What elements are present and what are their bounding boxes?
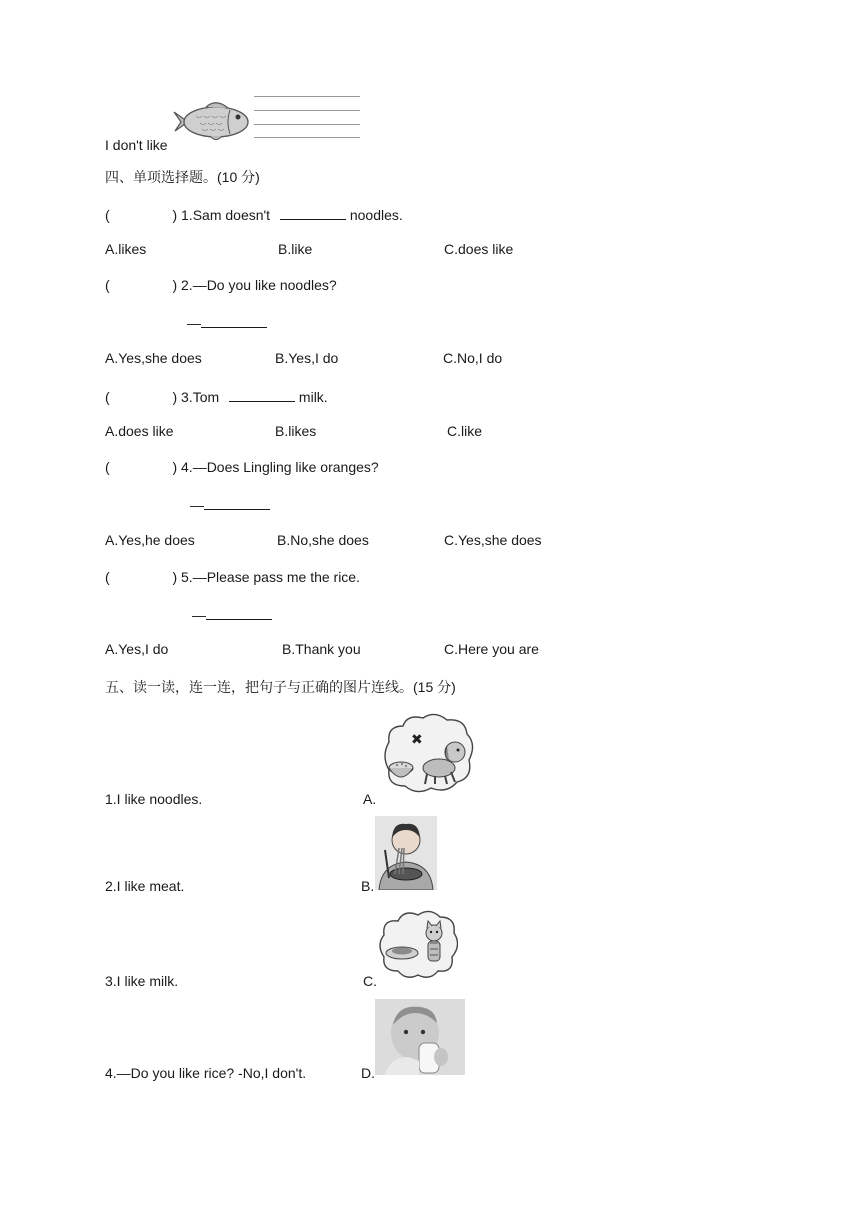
- option-b: B.No,she does: [277, 532, 369, 548]
- option-a: A.likes: [105, 241, 147, 257]
- answer-paren-close: ): [172, 277, 178, 293]
- answer-paren-close: ): [172, 459, 178, 475]
- option-b: B.Yes,I do: [275, 350, 339, 366]
- boy-eating-noodles-icon: [375, 816, 437, 890]
- option-b: B.likes: [275, 423, 317, 439]
- fill-blank[interactable]: [201, 313, 267, 328]
- fill-blank[interactable]: [204, 495, 270, 510]
- option-b: B.like: [278, 241, 313, 257]
- option-a: A.does like: [105, 423, 174, 439]
- dash-prefix: —: [187, 315, 201, 331]
- section4-heading: 四、单项选择题。(10 分): [105, 169, 260, 185]
- picture-c-cat-meat[interactable]: [378, 909, 458, 981]
- answer-line: [190, 495, 270, 513]
- writing-lines[interactable]: [254, 96, 360, 138]
- dash-prefix: —: [192, 607, 206, 623]
- section5-heading: 五、读一读，连一连，把句子与正确的图片连线。(15 分): [105, 679, 456, 695]
- fill-blank[interactable]: [229, 387, 295, 402]
- picture-d-baby-milk[interactable]: [375, 999, 465, 1075]
- fish-picture: [172, 98, 252, 144]
- question-stem-end: noodles.: [349, 207, 403, 223]
- question-stem-end: milk.: [298, 389, 328, 405]
- question-2: [105, 277, 505, 293]
- option-c: C.No,I do: [443, 350, 503, 366]
- answer-paren-open: (: [105, 569, 110, 585]
- fill-blank[interactable]: [206, 605, 272, 620]
- fish-icon: [172, 98, 252, 144]
- match-sentence-3[interactable]: 3.I like milk.: [105, 973, 179, 989]
- picture-b-boy-noodles[interactable]: [375, 816, 437, 890]
- question-stem: 1.Sam doesn't: [181, 207, 271, 223]
- option-b: B.Thank you: [282, 641, 361, 657]
- picture-label-c: C.: [363, 973, 377, 989]
- fill-blank[interactable]: [280, 205, 346, 220]
- question-stem: 2.—Do you like noodles?: [181, 277, 337, 293]
- option-a: A.Yes,she does: [105, 350, 202, 366]
- answer-paren-close: ): [172, 207, 178, 223]
- question-stem: 5.—Please pass me the rice.: [181, 569, 360, 585]
- question-3: [105, 387, 505, 405]
- option-c: C.Here you are: [444, 641, 539, 657]
- picture-label-a: A.: [363, 791, 377, 807]
- option-a: A.Yes,he does: [105, 532, 195, 548]
- dash-prefix: —: [190, 497, 204, 513]
- picture-label-d: D.: [361, 1065, 375, 1081]
- picture-label-b: B.: [361, 878, 375, 894]
- baby-drinking-milk-icon: [375, 999, 465, 1075]
- answer-paren-close: ): [172, 389, 178, 405]
- answer-paren-close: ): [172, 569, 178, 585]
- question-stem: 4.—Does Lingling like oranges?: [181, 459, 379, 475]
- option-c: C.like: [447, 423, 483, 439]
- question-1: [105, 205, 505, 223]
- question-5: [105, 569, 505, 585]
- match-sentence-4[interactable]: 4.—Do you like rice? -No,I don't.: [105, 1065, 307, 1081]
- picture-a-dog-rice[interactable]: [381, 712, 475, 796]
- dog-rice-cloud-icon: [381, 712, 475, 796]
- option-c: C.Yes,she does: [444, 532, 542, 548]
- answer-paren-open: (: [105, 277, 110, 293]
- question-stem: 3.Tom: [181, 389, 220, 405]
- answer-paren-open: (: [105, 389, 110, 405]
- answer-line: [192, 605, 272, 623]
- option-c: C.does like: [444, 241, 514, 257]
- option-a: A.Yes,I do: [105, 641, 169, 657]
- question-4: [105, 459, 505, 475]
- answer-paren-open: (: [105, 207, 110, 223]
- match-sentence-1[interactable]: 1.I like noodles.: [105, 791, 203, 807]
- sentence-i-dont-like: I don't like: [105, 137, 168, 153]
- answer-line: [187, 313, 267, 331]
- svg-text:✖: ✖: [411, 732, 423, 748]
- answer-paren-open: (: [105, 459, 110, 475]
- cat-meat-cloud-icon: [378, 909, 458, 981]
- match-sentence-2[interactable]: 2.I like meat.: [105, 878, 185, 894]
